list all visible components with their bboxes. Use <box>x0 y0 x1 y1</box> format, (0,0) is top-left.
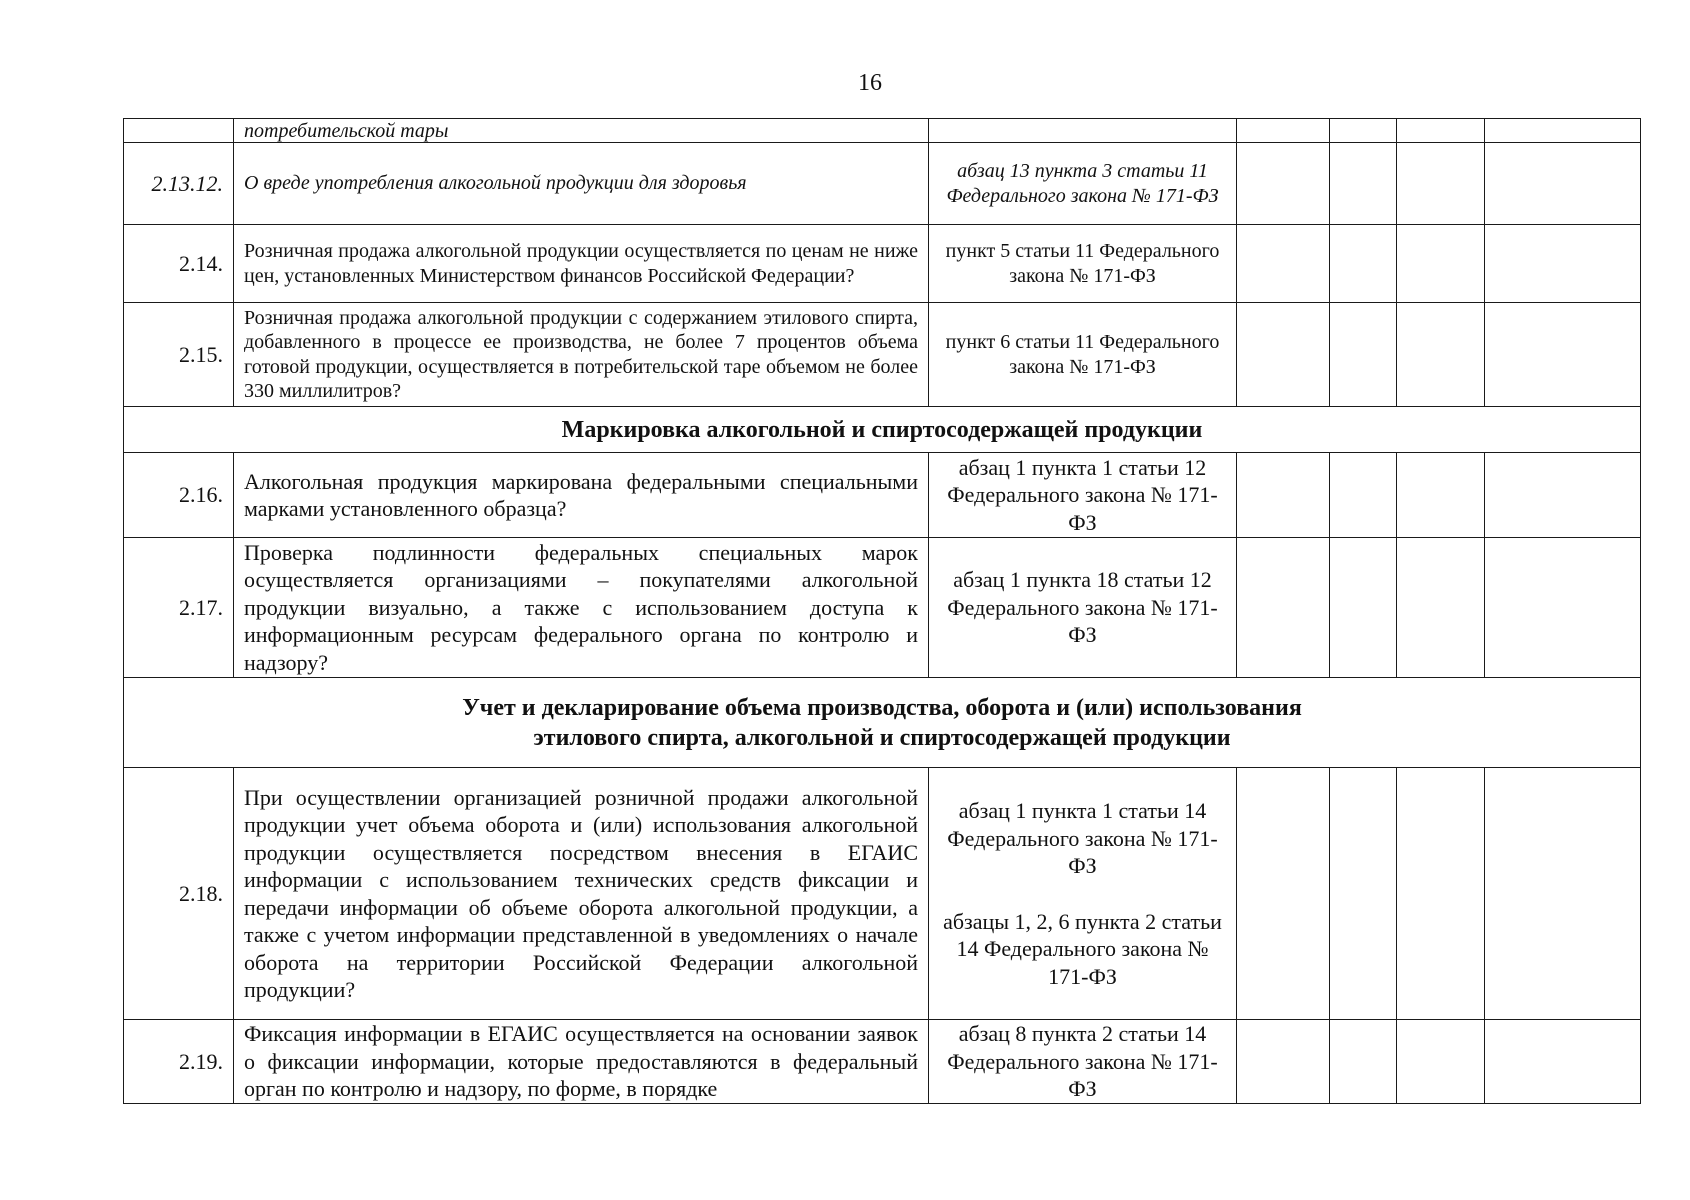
row-question: О вреде употребления алкогольной продукции для здоровья <box>234 143 929 225</box>
section-title: Маркировка алкогольной и спиртосодержащей продукции <box>124 407 1641 453</box>
row-question: Розничная продажа алкогольной продукции осуществляется по ценам не ниже цен, установленных Министерством финансов Российской Федерации? <box>234 225 929 303</box>
table-row <box>124 303 1641 407</box>
row-number: 2.18. <box>124 768 234 1020</box>
answer-cell-na <box>1397 1020 1485 1104</box>
row-reference <box>929 119 1237 143</box>
row-number: 2.13.12. <box>124 143 234 225</box>
answer-cell-no <box>1330 303 1397 407</box>
table-row <box>124 453 1641 538</box>
answer-cell-no <box>1330 119 1397 143</box>
row-number <box>124 119 234 143</box>
note-cell <box>1485 768 1641 1020</box>
checklist-table <box>123 118 1641 1104</box>
table-row <box>124 119 1641 143</box>
row-question: При осуществлении организацией розничной продажи алкогольной продукции учет объема оборота и (или) использования алкогольной продукции осуществляется посредством внесения в ЕГАИС информации с использованием технических средств фиксации и передачи информации об объеме оборота алкогольной продукции, а также с учетом информации представленной в уведомлениях о начале оборота на территории Российской Федерации алкогольной продукции? <box>234 768 929 1020</box>
reference-line: абзац 1 пункта 1 статьи 14 Федерального закона № 171-ФЗ <box>947 798 1218 878</box>
note-cell <box>1485 225 1641 303</box>
answer-cell-na <box>1397 303 1485 407</box>
row-number: 2.17. <box>124 538 234 678</box>
answer-cell-no <box>1330 453 1397 538</box>
note-cell <box>1485 143 1641 225</box>
answer-cell-yes <box>1237 225 1330 303</box>
answer-cell-na <box>1397 768 1485 1020</box>
answer-cell-na <box>1397 538 1485 678</box>
row-reference: абзац 1 пункта 18 статьи 12 Федерального закона № 171-ФЗ <box>929 538 1237 678</box>
row-reference: абзац 13 пункта 3 статьи 11 Федерального закона № 171-ФЗ <box>929 143 1237 225</box>
row-number: 2.15. <box>124 303 234 407</box>
answer-cell-yes <box>1237 143 1330 225</box>
answer-cell-na <box>1397 143 1485 225</box>
row-question: Фиксация информации в ЕГАИС осуществляется на основании заявок о фиксации информации, которые предоставляются в федеральный орган по контролю и надзору, по форме, в порядке <box>234 1020 929 1104</box>
note-cell <box>1485 1020 1641 1104</box>
answer-cell-yes <box>1237 538 1330 678</box>
row-question: Проверка подлинности федеральных специальных марок осуществляется организациями – покупателями алкогольной продукции визуально, а также с использованием доступа к информационным ресурсам федерального органа по контролю и надзору? <box>234 538 929 678</box>
row-number: 2.19. <box>124 1020 234 1104</box>
answer-cell-na <box>1397 119 1485 143</box>
row-reference: пункт 5 статьи 11 Федерального закона № 171-ФЗ <box>929 225 1237 303</box>
row-reference <box>929 768 1237 1020</box>
note-cell <box>1485 303 1641 407</box>
answer-cell-na <box>1397 225 1485 303</box>
answer-cell-no <box>1330 225 1397 303</box>
answer-cell-yes <box>1237 1020 1330 1104</box>
answer-cell-no <box>1330 768 1397 1020</box>
note-cell <box>1485 453 1641 538</box>
row-number: 2.16. <box>124 453 234 538</box>
section-header-row <box>124 678 1641 768</box>
reference-line: абзацы 1, 2, 6 пункта 2 статьи 14 Федерального закона № 171-ФЗ <box>943 908 1222 989</box>
section-header-row <box>124 407 1641 453</box>
section-title-line: Учет и декларирование объема производства, оборота и (или) использования <box>462 694 1302 721</box>
note-cell <box>1485 538 1641 678</box>
answer-cell-na <box>1397 453 1485 538</box>
answer-cell-yes <box>1237 768 1330 1020</box>
row-reference: абзац 8 пункта 2 статьи 14 Федерального закона № 171-ФЗ <box>929 1020 1237 1104</box>
section-title <box>124 678 1641 768</box>
row-reference: пункт 6 статьи 11 Федерального закона № 171-ФЗ <box>929 303 1237 407</box>
table-row <box>124 225 1641 303</box>
answer-cell-yes <box>1237 453 1330 538</box>
row-question: потребительской тары <box>234 119 929 143</box>
table-row <box>124 1020 1641 1104</box>
row-question: Розничная продажа алкогольной продукции с содержанием этилового спирта, добавленного в процессе ее производства, не более 7 процентов объема готовой продукции, осуществляется в потребительской таре объемом не более 330 миллилитров? <box>234 303 929 407</box>
answer-cell-no <box>1330 1020 1397 1104</box>
note-cell <box>1485 119 1641 143</box>
answer-cell-yes <box>1237 119 1330 143</box>
page-number: 16 <box>858 70 882 96</box>
answer-cell-no <box>1330 538 1397 678</box>
row-reference: абзац 1 пункта 1 статьи 12 Федерального закона № 171-ФЗ <box>929 453 1237 538</box>
table-row <box>124 768 1641 1020</box>
section-title-line: этилового спирта, алкогольной и спиртосодержащей продукции <box>533 724 1231 751</box>
row-number: 2.14. <box>124 225 234 303</box>
answer-cell-yes <box>1237 303 1330 407</box>
table-row <box>124 143 1641 225</box>
answer-cell-no <box>1330 143 1397 225</box>
table-row <box>124 538 1641 678</box>
row-question: Алкогольная продукция маркирована федеральными специальными марками установленного образца? <box>234 453 929 538</box>
